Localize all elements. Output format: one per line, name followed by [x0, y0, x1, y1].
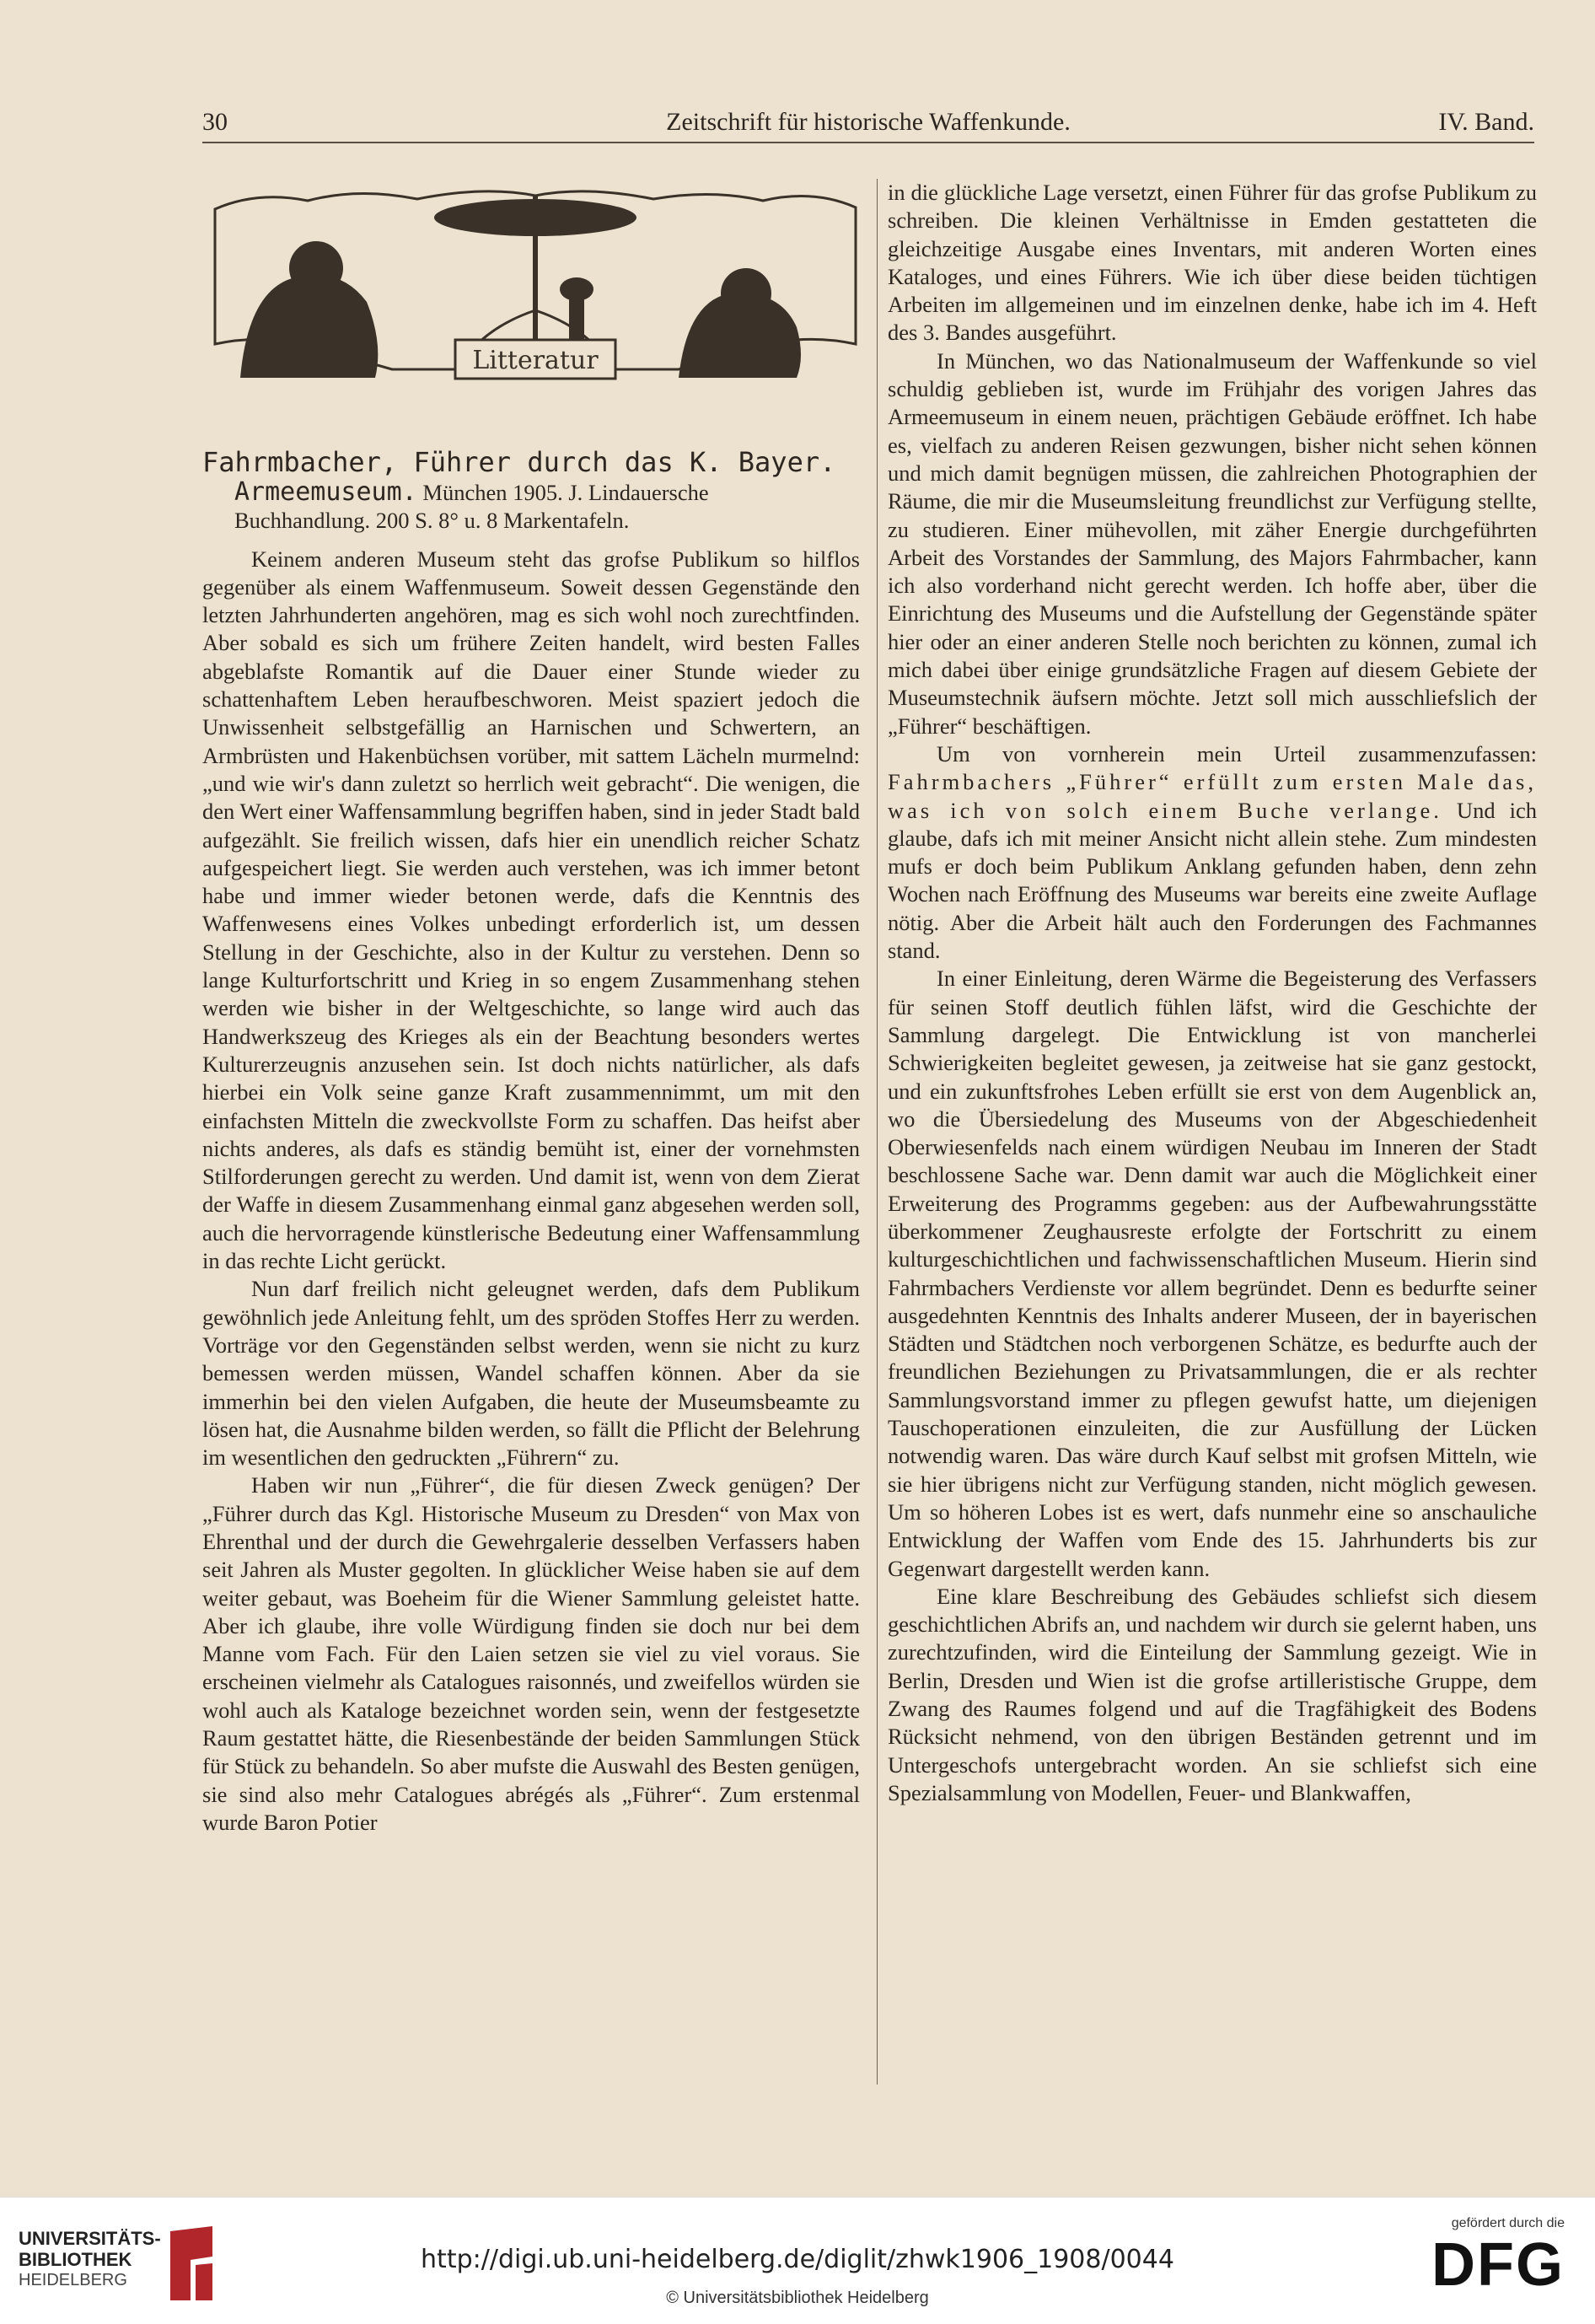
paragraph-verdict	[888, 740, 1537, 965]
paragraph: In München, wo das Nationalmuseum der Waffenkunde so viel schuldig geblieben ist, wurde im Frühjahr des vorigen Jahres das Armeemuseum in einem neuen, prächtigen Gebäude eröffnet. Ich habe es, vielfach zu anderen Reisen gezwungen, bisher nicht sehen können und mich damit begnügen müssen, die zahlreichen Photographien der Räume, die mir die Museumsleitung freundlichst zur Verfügung stellte, zu studieren. Einer mühevollen, mit zäher Energie durchgeführten Arbeit des Vorstandes der Sammlung, des Majors Fahrmbacher, kann ich also vorderhand nicht gerecht werden. Ich hoffe aber, über die Einrichtung des Museums und die Aufstellung der Gegenstände später hier oder an einer anderen Stelle noch berichten zu können, zumal ich mich dabei über einige grundsätzliche Fragen auf diesem Gebiete der Museumstechnik äufsern möchte. Jetzt soll mich ausschliefslich der „Führer“ beschäftigen.	[888, 347, 1537, 739]
article-publisher: München 1905. J. Lindauersche	[416, 480, 709, 505]
left-column	[202, 447, 860, 1837]
running-header	[202, 108, 1534, 143]
digitization-footer	[0, 2197, 1595, 2324]
paragraph: Haben wir nun „Führer“, die für diesen Zweck genügen? Der „Führer durch das Kgl. Historische Museum zu Dresden“ von Max von Ehrenthal und der durch die Gewehrgalerie desselben Verfassers haben seit Jahren als Muster gegolten. In glücklicher Weise haben sie auf dem weiter gebaut, was Boeheim für die Wiener Sammlung geleistet hatte. Aber ich glaube, ihre volle Würdigung finden sie doch nur bei dem Manne vom Fach. Für den Laien setzen sie viel zu viel voraus. Sie erscheinen vielmehr als Catalogues raisonnés, und zweifellos würden sie wohl auch als Kataloge bezeichnet worden sein, wenn der festgesetzte Raum gestattet hätte, die Riesenbestände der beiden Sammlungen Stück für Stück zu behandeln. So aber mufste die Auswahl des Besten genügen, sie sind also mehr Catalogues abrégés als „Führer“. Zum erstenmal wurde Baron Potier	[202, 1472, 860, 1835]
library-name-line1: UNIVERSITÄTS-	[19, 2228, 161, 2249]
library-name-line3: HEIDELBERG	[19, 2271, 127, 2289]
article-title: Fahrmbacher, Führer durch das K. Bayer.	[202, 446, 836, 478]
permalink-url[interactable]: http://digi.ub.uni-heidelberg.de/diglit/zhwk1906_1908/0044	[421, 2245, 1174, 2274]
litteratur-vignette	[207, 184, 864, 386]
library-name-line2: BIBLIOTHEK	[19, 2249, 132, 2270]
verdict-emphasis: Fahrmbachers „Führer“ erfüllt zum ersten Male das, was ich von solch einem Buche verlange.	[888, 769, 1537, 823]
right-column	[888, 179, 1537, 1807]
paragraph: in die glückliche Lage versetzt, einen Führer für das grofse Publikum zu schreiben. Die kleinen Verhältnisse in Emden gestatteten die gleichzeitige Ausgabe eines Inventars, mit anderen Worten eines Kataloges, und eines Führers. Wie ich über diese beiden tüchtigen Arbeiten im allgemeinen und im einzelnen denke, habe ich im 4. Heft des 3. Bandes ausgeführt.	[888, 180, 1537, 346]
verdict-rest: Und ich glaube, dafs ich mit meiner Ansicht nicht allein stehe. Zum mindesten mufs er doch beim Publikum Anklang gefunden haben, denn zehn Wochen nach Eröffnung des Museums war bereits eine zweite Auflage nötig. Aber die Arbeit hält auch den Forderungen des Fachmannes stand.	[888, 797, 1537, 964]
article-imprint: Buchhandlung. 200 S. 8° u. 8 Markentafeln.	[234, 508, 630, 534]
paragraph: In einer Einleitung, deren Wärme die Begeisterung des Verfassers für seinen Stoff deutlich fühlen läfst, wird die Geschichte der Sammlung dargelegt. Die Entwicklung ist von mancherlei Schwierigkeiten begleitet gewesen, ja zeitweise hat sie ganz gestockt, und ein zukunftsfrohes Leben erfüllt sie erst von dem Augenblick an, wo die Übersiedelung des Museums von der Abgeschiedenheit Oberwiesenfelds nach einem würdigen Neubau im Inneren der Stadt beschlossene Sache war. Denn damit war auch die Möglichkeit einer Erweiterung des Programms gegeben: aus der Aufbewahrungsstätte überkommener Zeughausreste erfolgte der Fortschritt zu einem kulturgeschichtlichen und fachwissenschaftlichen Museum. Hierin sind Fahrmbachers Verdienste vor allem begründet. Denn es bedurfte seiner ausgedehnten Kenntnis des Inhalts anderer Museen, der in bayerischen Städten und Städtchen noch verborgenen Schätze, es bedurfte auch der freundlichen Beziehungen zu Privatsammlungen, die er als rechter Sammlungsvorstand immer zu pflegen gewufst hatte, um diejenigen Tauschoperationen einzuleiten, die zur Ausfüllung der Lücken notwendig waren. Das wäre durch Kauf selbst mit grofsen Mitteln, wie sie hier übrigens nicht zur Verfügung standen, nicht möglich gewesen. Um so höheren Lobes ist es wert, dafs nunmehr eine so anschauliche Entwicklung der Waffen vom Ende des 15. Jahrhunderts bis zur Gegenwart dargestellt werden kann.	[888, 966, 1537, 1581]
article-title-line2	[202, 478, 860, 507]
paragraph: Nun darf freilich nicht geleugnet werden, dafs dem Publikum gewöhnlich jede Anleitung fehlt, um des spröden Stoffes Herr zu werden. Vorträge vor den Gegenständen selbst werden, wenn sie nicht zu kurz bemessen werden müssen, Wandel schaffen können. Aber da sie immerhin bei den vielen Aufgaben, die heute der Museumsbeamte zu lösen hat, die Ausnahme bilden werden, so fällt die Pflicht der Belehrung im wesentlichen den gedruckten „Führern“ zu.	[202, 1276, 860, 1471]
copyright-notice: © Universitätsbibliothek Heidelberg	[666, 2289, 929, 2307]
paragraph: Eine klare Beschreibung des Gebäudes schliefst sich diesem geschichtlichen Abrifs an, und nachdem wir durch sie gelernt haben, uns zurechtzufinden, wird die Einteilung der Sammlung gezeigt. Wie in Berlin, Dresden und Wien ist die grofse artilleristische Gruppe, dem Zwang des Raumes folgend und auf die Tragfähigkeit des Bodens Rücksicht nehmend, von den übrigen Beständen getrennt und im Untergeschofs untergebracht worden. An sie schliefst sich eine Spezialsammlung von Modellen, Feuer- und Blankwaffen,	[888, 1583, 1537, 1805]
column-divider	[877, 179, 878, 2085]
volume-label: IV. Band.	[1438, 108, 1534, 136]
paragraph: Keinem anderen Museum steht das grofse Publikum so hilflos gegenüber als einem Waffenmuseum. Soweit dessen Gegenstände den letzten Jahrhunderten angehören, mag es sich wohl noch zurechtfinden. Aber sobald es sich um frühere Zeiten handelt, wird besten Falles abgeblafste Romantik auf die Dauer einer Stunde wieder zu schattenhaftem Leben heraufbeschworen. Meist spaziert jedoch die Unwissenheit selbstgefällig an Harnischen und Schwertern, an Armbrüsten und Hakenbüchsen vorüber, mit sattem Lächeln murmelnd: „und wie wir's dann zuletzt so herrlich weit gebracht“. Die wenigen, die den Wert einer Waffensammlung begriffen haben, sind in jeder Stadt bald aufgezählt. Sie freilich wissen, dafs hier ein unendlich reicher Schatz aufgespeichert liegt. Sie werden auch verstehen, was ich immer betont habe und immer wieder betonen werde, dafs die Kenntnis des Waffenwesens eines Volkes unbedingt erforderlich ist, um dessen Stellung in der Geschichte, also in der Kultur zu verstehen. Denn so lange Kulturfortschritt und Krieg in so engem Zusammenhang stehen werden wie bisher in der Weltgeschichte, so lange wird auch das Handwerkszeug des Krieges als ein der Beachtung besonders wertes Kulturerzeugnis anzusehen sein. Ist doch nichts natürlicher, als dafs hierbei ein Volk seine ganze Kraft zusammennimmt, um mit den einfachsten Mitteln die zweckvollste Form zu schaffen. Das heifst aber nichts anderes, als dafs es ständig bemüht ist, einer der vornehmsten Stilforderungen gerecht zu werden. Und damit ist, wenn von dem Zierat der Waffe in diesem Zusammenhang einmal ganz abgesehen werden soll, auch die hervorragende künstlerische Bedeutung einer Waffensammlung in das rechte Licht gerückt.	[202, 546, 860, 1274]
funded-by-label: gefördert durch die	[1451, 2216, 1565, 2230]
page-number: 30	[202, 108, 228, 136]
vignette-caption: Litteratur	[472, 346, 599, 375]
article-title-museum: Armeemuseum.	[234, 477, 417, 507]
dfg-wordmark: DFG	[1431, 2231, 1565, 2299]
journal-title: Zeitschrift für historische Waffenkunde.	[666, 108, 1071, 136]
verdict-intro: Um von vornherein mein Urteil zusammenzufassen:	[937, 740, 1537, 767]
dfg-logo	[1431, 2216, 1565, 2299]
